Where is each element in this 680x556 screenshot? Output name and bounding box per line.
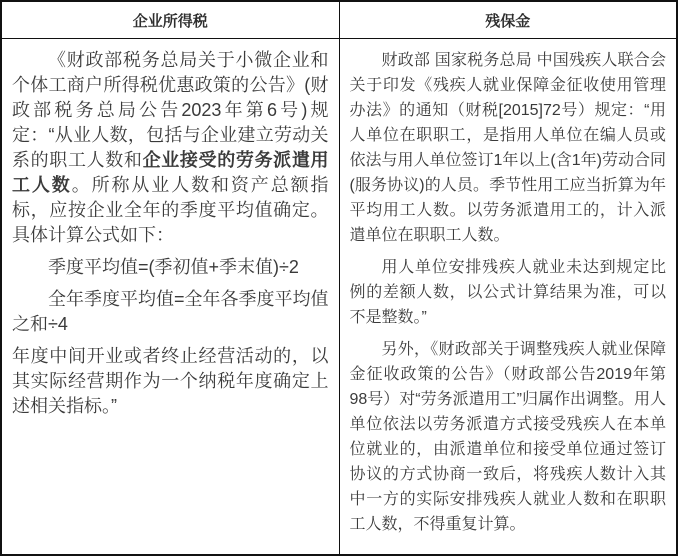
bold-text-run: 企业接受的劳务派遣用工人数 (12, 150, 329, 195)
text-run: 季度平均值=(季初值+季末值)÷2 (48, 257, 299, 277)
text-run: 另外，《财政部关于调整残疾人就业保障金征收政策的公告》（财政部公告2019年第98号）对“劳务派遣用工”归属作出调整。用人单位依法以劳务派遣方式接受残疾人在本单位就业的，由派遣单位和接受单位通过签订协议的方式协商一致后，将残疾人数计入其中一方的实际安排残疾人就业人数和在职职工人数，不得重复计算。 (349, 341, 666, 533)
column-header-disability-security-fund: 残保金 (339, 1, 677, 39)
corporate-income-tax-cell (1, 39, 339, 556)
table-header-row (1, 1, 677, 39)
text-run: 财政部 国家税务总局 中国残疾人联合会关于印发《残疾人就业保障金征收使用管理办法》的通知（财税[2015]72号）规定：“用人单位在职职工，是指用人单位在编人员或依法与用人单位签订1年以上(含1年)劳动合同(服务协议)的人员。季节性用工应当折算为年平均用工人数。以劳务派遣用工的，计入派遣单位在职职工人数。 (349, 52, 666, 244)
paragraph (350, 255, 667, 330)
paragraph (12, 344, 329, 419)
text-run: 年度中间开业或者终止经营活动的，以其实际经营期作为一个纳税年度确定上述相关指标。” (12, 346, 329, 416)
disability-security-fund-cell (339, 39, 677, 556)
paragraph (12, 255, 329, 280)
column-header-corporate-income-tax: 企业所得税 (1, 1, 339, 39)
text-run: 全年季度平均值=全年各季度平均值之和÷4 (12, 289, 329, 334)
text-run: 。所称从业人数和资产总额指标，应按企业全年的季度平均值确定。具体计算公式如下： (12, 175, 329, 245)
paragraph (350, 337, 667, 537)
paragraph (12, 48, 329, 248)
text-run: 《财政部税务总局关于小微企业和个体工商户所得税优惠政策的公告》(财政部税务总局公告2023年第6号)规定：“从业人数，包括与企业建立劳动关系的职工人数和 (12, 50, 329, 170)
table-body (1, 39, 677, 556)
paragraph (350, 48, 667, 248)
paragraph (12, 287, 329, 337)
text-run: 用人单位安排残疾人就业未达到规定比例的差额人数，以公式计算结果为准，可以不是整数。” (349, 259, 666, 326)
